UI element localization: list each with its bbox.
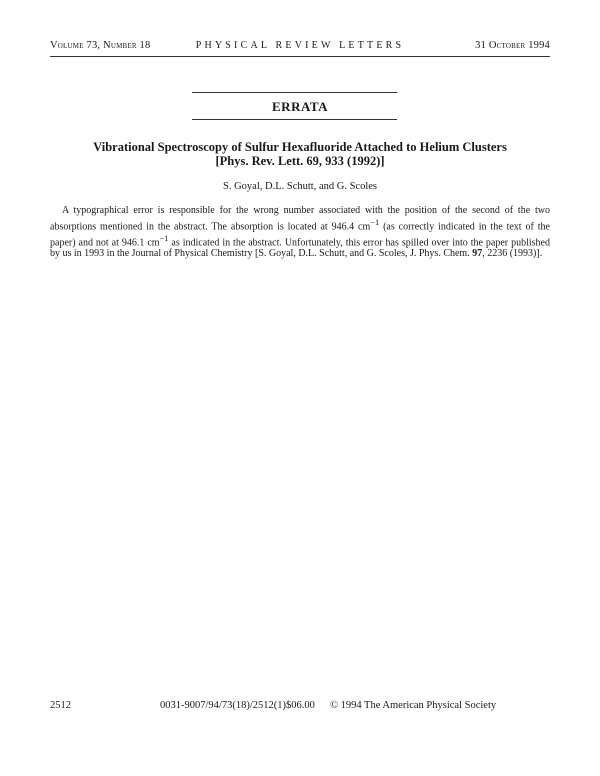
authors: S. Goyal, D.L. Schutt, and G. Scoles — [223, 181, 377, 192]
errata-bottom-rule — [192, 119, 397, 120]
unit-exponent-2: −1 — [159, 233, 169, 243]
section-title: ERRATA — [272, 99, 328, 114]
ref-volume: 97 — [472, 248, 483, 260]
errata-top-rule — [192, 92, 397, 93]
unit-exponent-1: −1 — [370, 217, 380, 227]
footer-copyright: © 1994 The American Physical Society — [330, 700, 497, 711]
header-journal: PHYSICAL REVIEW LETTERS — [195, 40, 405, 51]
article-title — [40, 140, 560, 168]
body-part4: , 2236 (1993)]. — [482, 248, 543, 260]
article-title-line2: [Phys. Rev. Lett. 69, 933 (1992)] — [215, 154, 385, 168]
header-volume: Volume 73, Number 18 — [50, 40, 151, 51]
footer-article-code: 0031-9007/94/73(18)/2512(1)$06.00 — [160, 700, 315, 711]
footer-page-number: 2512 — [50, 700, 71, 711]
header-rule — [50, 56, 550, 57]
body-part1: A typographical error is responsible for the wrong number associated with the position of the second of the two absorptions mentioned in the abstract. The absorption is located at 946.4 cm — [50, 205, 550, 232]
header-date: 31 October 1994 — [475, 40, 550, 51]
erratum-body — [50, 205, 550, 260]
body-part3: as indicated in the abstract. Unfortunately, this error has spilled over into the paper published by us in 1993 in the Journal of Physical Chemistry [S. Goyal, D.L. Schutt, and G. Scoles, J. Phys. Chem. — [50, 236, 550, 260]
body-part2: (as correctly indicated in the text of the paper) and not at 946.1 cm — [50, 220, 551, 248]
article-title-line1: Vibrational Spectroscopy of Sulfur Hexafluoride Attached to Helium Clusters — [93, 140, 507, 154]
